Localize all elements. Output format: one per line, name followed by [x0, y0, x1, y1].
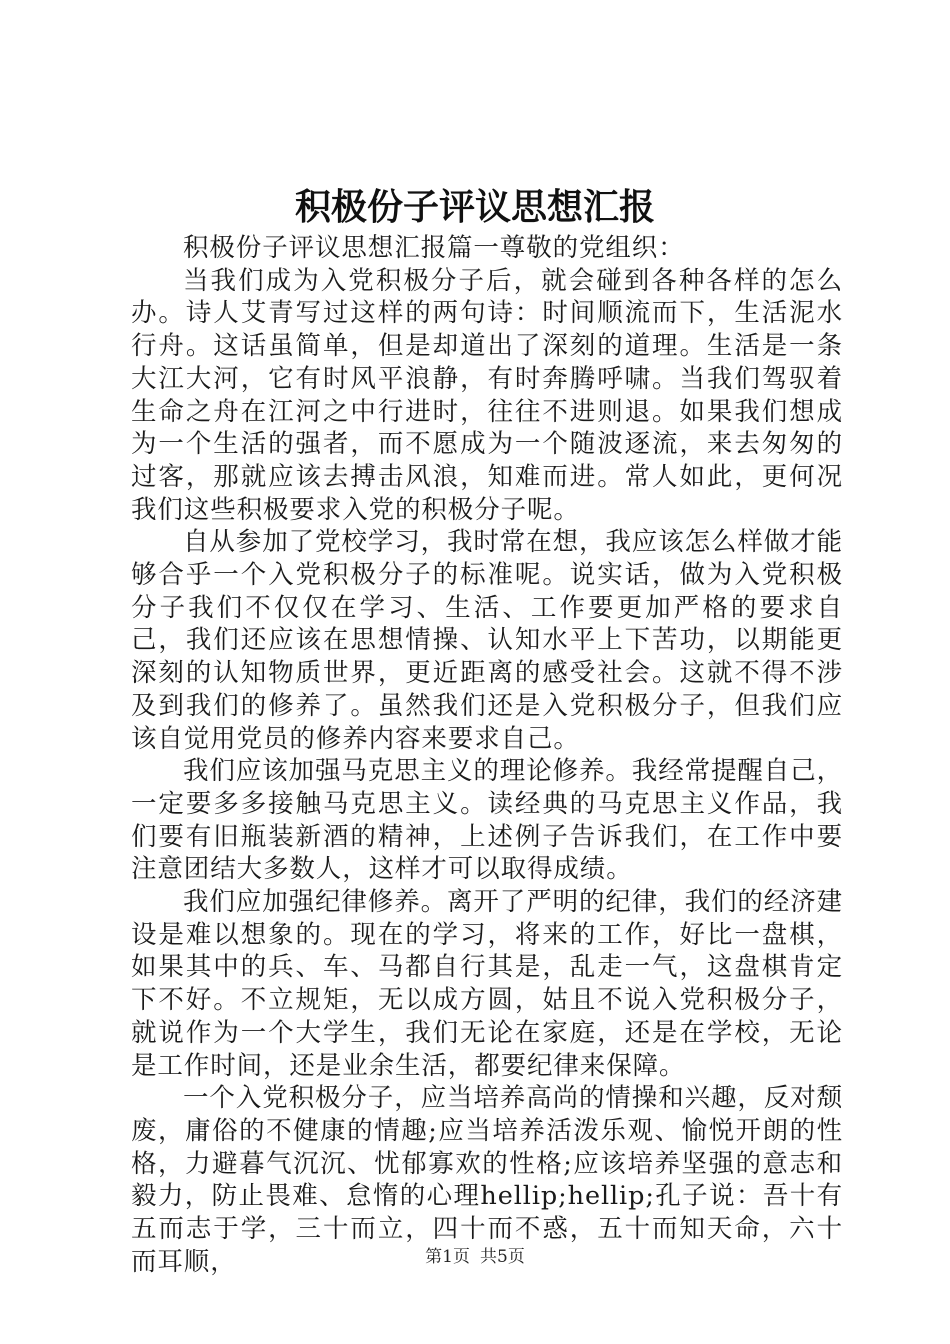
page-title: 积极份子评议思想汇报	[294, 186, 655, 228]
page-number-total: 共5页	[480, 1247, 525, 1267]
paragraph: 我们应该加强马克思主义的理论修养。我经常提醒自己，一定要多多接触马克思主义。读经典的马克思主义作品，我们要有旧瓶装新酒的精神，上述例子告诉我们，在工作中要注意团结大多数人，这样才可以取得成绩。	[131, 756, 844, 885]
paragraph: 自从参加了党校学习，我时常在想，我应该怎么样做才能够合乎一个入党积极分子的标准呢。说实话，做为入党积极分子我们不仅仅在学习、生活、工作要更加严格的要求自己，我们还应该在思想情操、认知水平上下苦功，以期能更深刻的认知物质世界，更近距离的感受社会。这就不得不涉及到我们的修养了。虽然我们还是入党积极分子，但我们应该自觉用党员的修养内容来要求自己。	[131, 527, 844, 754]
paragraph: 我们应加强纪律修养。离开了严明的纪律，我们的经济建设是难以想象的。现在的学习，将来的工作，好比一盘棋，如果其中的兵、车、马都自行其是，乱走一气，这盘棋肯定下不好。不立规矩，无以成方圆，姑且不说入党积极分子，就说作为一个大学生，我们无论在家庭，还是在学校，无论是工作时间，还是业余生活，都要纪律来保障。	[131, 887, 844, 1081]
document-body	[131, 232, 843, 1279]
page-number-current: 第1页	[425, 1247, 470, 1267]
paragraph: 当我们成为入党积极分子后，就会碰到各种各样的怎么办。诗人艾青写过这样的两句诗：时间顺流而下，生活泥水行舟。这话虽简单，但是却道出了深刻的道理。生活是一条大江大河，它有时风平浪静，有时奔腾呼啸。当我们驾驭着生命之舟在江河之中行进时，往往不进则退。如果我们想成为一个生活的强者，而不愿成为一个随波逐流，来去匆匆的过客，那就应该去搏击风浪，知难而进。常人如此，更何况我们这些积极要求入党的积极分子呢。	[131, 265, 843, 525]
paragraph: 一个入党积极分子，应当培养高尚的情操和兴趣，反对颓废，庸俗的不健康的情趣;应当培养活泼乐观、愉悦开朗的性格，力避暮气沉沉、忧郁寡欢的性格;应该培养坚强的意志和毅力，防止畏难、怠惰的心理hellip;hellip;孔子说：吾十有五而志于学，三十而立，四十而不惑，五十而知天命，六十而耳顺，	[131, 1083, 844, 1277]
paragraph-salutation: 积极份子评议思想汇报篇一尊敬的党组织：	[183, 233, 685, 263]
page-footer	[0, 1246, 950, 1268]
